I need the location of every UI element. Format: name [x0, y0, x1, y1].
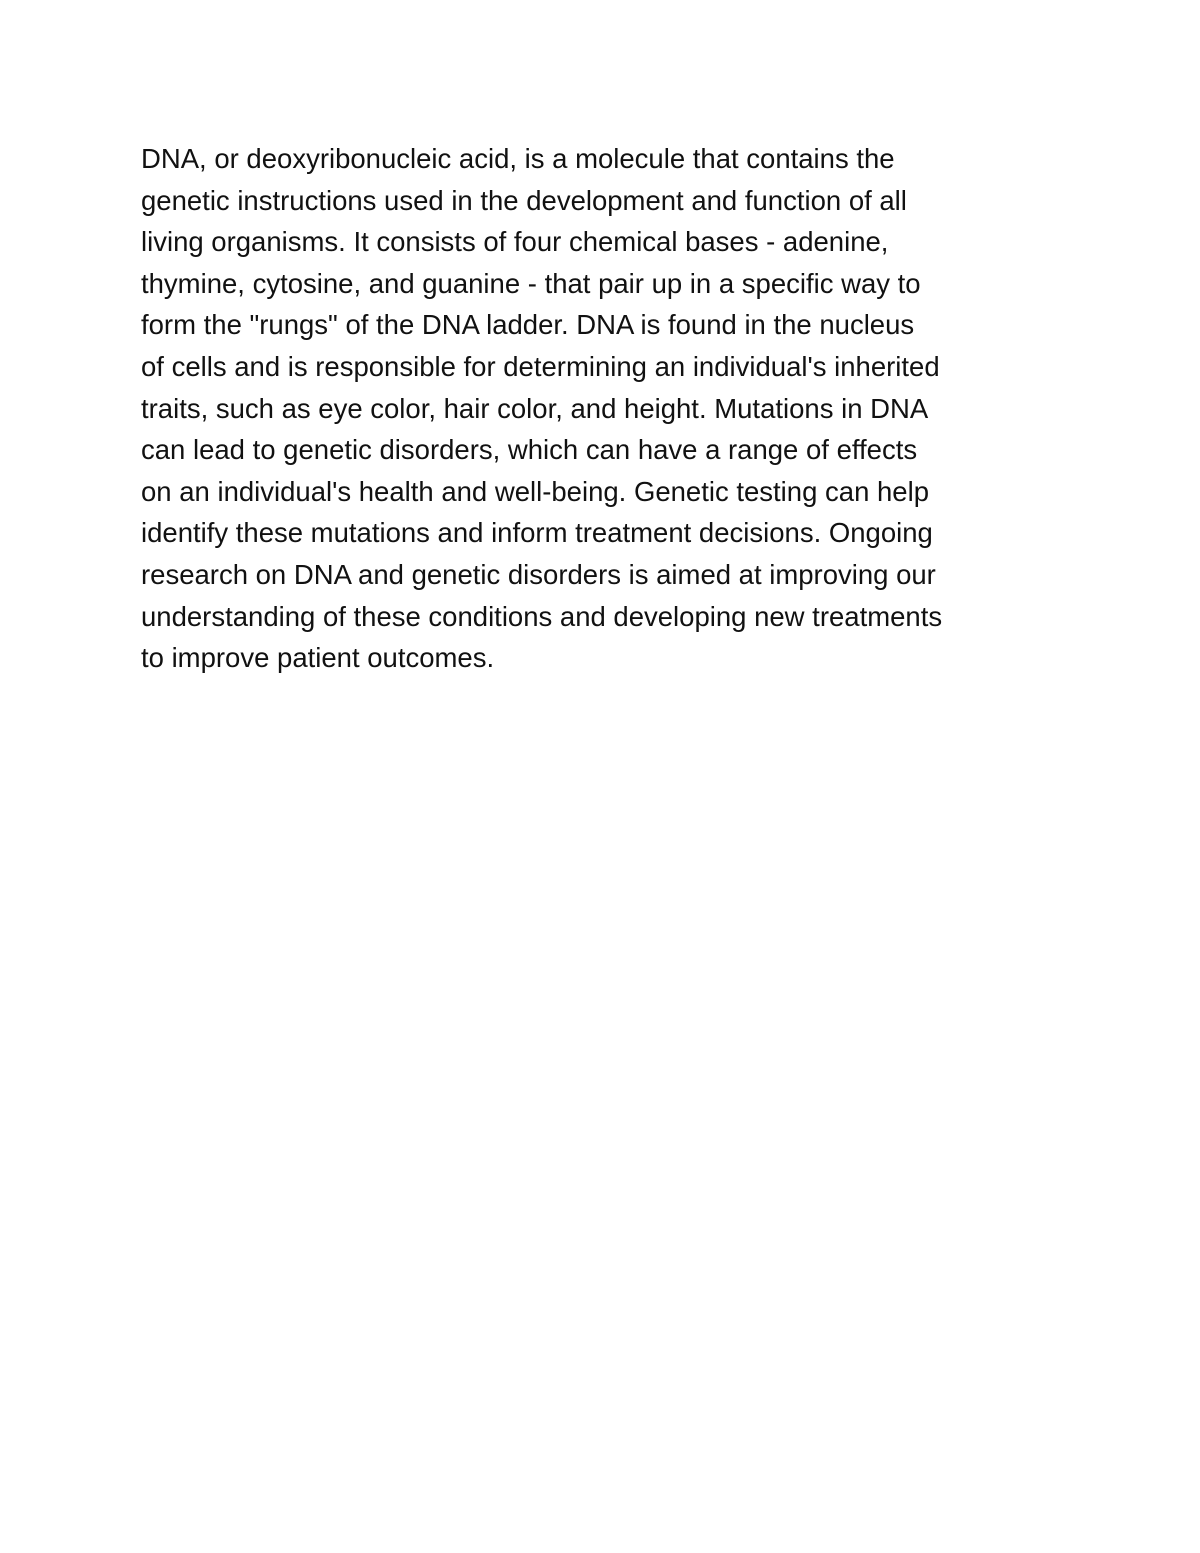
paragraph-line: research on DNA and genetic disorders is aimed at improving our	[141, 558, 936, 590]
paragraph-line: of cells and is responsible for determining an individual's inherited	[141, 350, 940, 382]
paragraph-line: can lead to genetic disorders, which can have a range of effects	[141, 434, 918, 466]
paragraph-line: traits, such as eye color, hair color, and height. Mutations in DNA	[141, 392, 929, 424]
paragraph-line: living organisms. It consists of four chemical bases - adenine,	[141, 226, 889, 258]
paragraph-line: understanding of these conditions and developing new treatments	[141, 600, 943, 632]
paragraph-line: thymine, cytosine, and guanine - that pair up in a specific way to	[141, 267, 921, 299]
paragraph-line: on an individual's health and well-being. Genetic testing can help	[141, 475, 929, 507]
paragraph-line: to improve patient outcomes.	[141, 642, 495, 674]
paragraph-line: identify these mutations and inform treatment decisions. Ongoing	[141, 517, 933, 549]
paragraph-line: DNA, or deoxyribonucleic acid, is a molecule that contains the	[141, 143, 895, 174]
paragraph-line: form the "rungs" of the DNA ladder. DNA is found in the nucleus	[141, 309, 915, 341]
paragraph-line: genetic instructions used in the development and function of all	[141, 184, 907, 216]
body-paragraph	[141, 138, 1081, 679]
